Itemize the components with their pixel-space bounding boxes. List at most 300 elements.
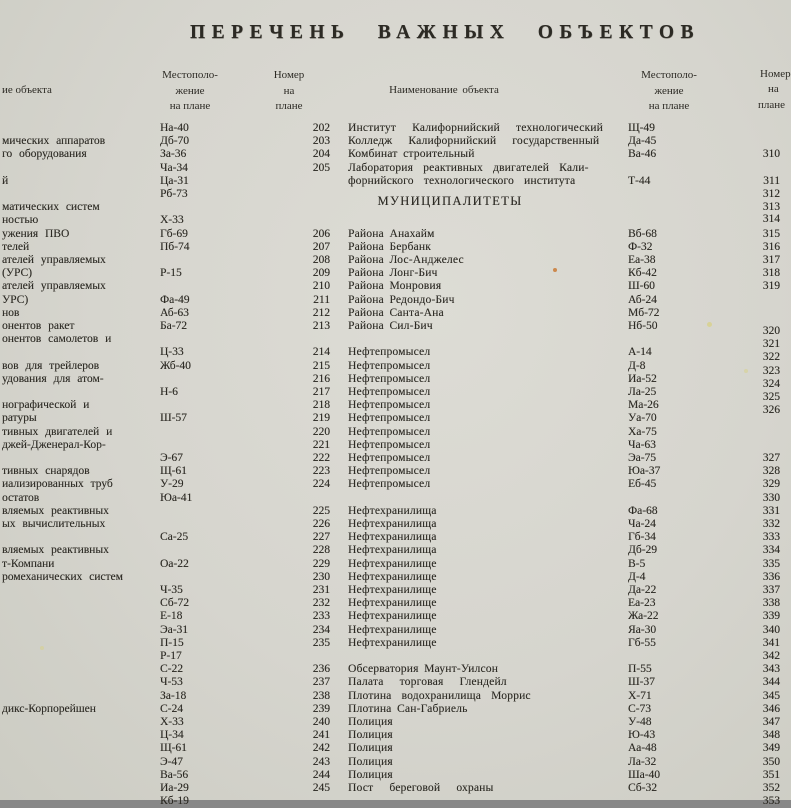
object-name: Нефтехранилище — [348, 624, 437, 636]
location-code: Е-18 — [160, 610, 183, 622]
row-number: 329 — [762, 478, 780, 490]
row-number: 212 — [312, 307, 330, 319]
header-line: жение — [175, 84, 205, 97]
header-line: Местополо- — [162, 69, 218, 81]
row-number: 225 — [312, 505, 330, 517]
header-line: плане — [758, 99, 786, 111]
object-name: Района Санта-Ана — [348, 307, 444, 319]
right-number-row — [0, 742, 791, 755]
row-number: 344 — [762, 676, 780, 688]
row-number: 347 — [762, 716, 780, 728]
object-name: Нефтехранилище — [348, 637, 437, 649]
row-number: 244 — [312, 769, 330, 781]
right-number-row — [0, 478, 791, 491]
row-number: 205 — [312, 162, 330, 174]
header-line: Местополо- — [641, 69, 697, 81]
location-code: Аа-48 — [628, 742, 657, 754]
right-number-row — [0, 452, 791, 465]
row-number: 330 — [762, 492, 780, 504]
right-number-row — [0, 213, 791, 226]
row-number: 234 — [312, 624, 330, 636]
location-code: Мб-72 — [628, 307, 660, 319]
row-number: 204 — [312, 148, 330, 160]
object-name-fragment: дикс-Корпорейшен — [2, 703, 96, 715]
row-number: 321 — [762, 338, 780, 350]
location-code: Оа-22 — [160, 558, 189, 570]
row-number: 336 — [762, 571, 780, 583]
column-header-location-left — [148, 68, 232, 115]
object-name-fragment: мических аппаратов — [2, 135, 106, 147]
row-number: 229 — [312, 558, 330, 570]
location-code: Еа-23 — [628, 597, 656, 609]
row-number: 346 — [762, 703, 780, 715]
location-code: Ла-32 — [628, 756, 657, 768]
location-code: Дб-29 — [628, 544, 658, 556]
row-number: 220 — [312, 426, 330, 438]
location-code: Ц-34 — [160, 729, 184, 741]
object-name-fragment: ужения ПВО — [2, 228, 70, 240]
row-number: 210 — [312, 280, 330, 292]
right-number-row — [0, 175, 791, 188]
location-code: Ю-43 — [628, 729, 656, 741]
row-number: 242 — [312, 742, 330, 754]
right-number-row — [0, 690, 791, 703]
row-number: 341 — [762, 637, 780, 649]
location-code: Ба-72 — [160, 320, 188, 332]
location-code: Уа-70 — [628, 412, 657, 424]
object-name-fragment: ромеханических систем — [2, 571, 123, 583]
object-name: Нефтепромысел — [348, 452, 431, 464]
object-name-fragment: остатов — [2, 492, 40, 504]
column-header-object-name: Наименование объекта — [389, 84, 499, 96]
row-number: 317 — [762, 254, 780, 266]
row-number: 311 — [763, 175, 780, 187]
location-code: Да-22 — [628, 584, 657, 596]
right-number-row — [0, 571, 791, 584]
location-code: Э-67 — [160, 452, 183, 464]
right-number-row — [0, 325, 791, 338]
row-number: 323 — [762, 365, 780, 377]
location-code: Ха-75 — [628, 426, 657, 438]
row-number: 217 — [312, 386, 330, 398]
object-name: Полиция — [348, 716, 393, 728]
object-name-fragment: иализированных труб — [2, 478, 113, 490]
location-code: Д-4 — [628, 571, 646, 583]
object-row — [0, 294, 791, 307]
column-header-location-right — [620, 68, 718, 115]
location-code: Са-25 — [160, 531, 189, 543]
right-number-row — [0, 544, 791, 557]
object-name-fragment: ателей управляемых — [2, 280, 106, 292]
row-number: 316 — [762, 241, 780, 253]
object-name: Плотина Сан-Габриель — [348, 703, 468, 715]
location-code: Рб-73 — [160, 188, 188, 200]
row-number: 236 — [312, 663, 330, 675]
scan-speck — [744, 369, 748, 373]
right-number-row — [0, 338, 791, 351]
location-code: Т-44 — [628, 175, 651, 187]
object-name-fragment: матических систем — [2, 201, 100, 213]
object-name: Обсерватория Маунт-Уилсон — [348, 663, 499, 675]
object-row — [0, 122, 791, 135]
object-name: Институт Калифорнийский технологический — [348, 122, 603, 134]
location-code: Х-33 — [160, 716, 184, 728]
object-name: Нефтепромысел — [348, 386, 431, 398]
row-number: 350 — [762, 756, 780, 768]
row-number: 338 — [762, 597, 780, 609]
page-title: ПЕРЕЧЕНЬ ВАЖНЫХ ОБЪЕКТОВ — [189, 22, 701, 43]
column-header-object-name-fragment: ие объекта — [2, 84, 52, 96]
object-name-fragment: тивных снарядов — [2, 465, 90, 477]
location-code: П-15 — [160, 637, 184, 649]
object-name: Нефтехранилище — [348, 571, 437, 583]
row-number: 328 — [762, 465, 780, 477]
scan-speck — [553, 268, 557, 272]
right-number-row — [0, 378, 791, 391]
location-code: За-36 — [160, 148, 187, 160]
right-number-row — [0, 729, 791, 742]
right-number-row — [0, 637, 791, 650]
right-number-row — [0, 465, 791, 478]
row-number: 227 — [312, 531, 330, 543]
object-name-fragment: удования для атом- — [2, 373, 104, 385]
object-name-fragment: УРС) — [2, 294, 29, 306]
right-number-row — [0, 404, 791, 417]
location-code: Да-45 — [628, 135, 657, 147]
object-name: Нефтепромысел — [348, 399, 431, 411]
right-number-row — [0, 518, 791, 531]
row-number: 351 — [762, 769, 780, 781]
location-code: Ча-24 — [628, 518, 656, 530]
location-code: Щ-61 — [160, 742, 187, 754]
location-code: Жа-22 — [628, 610, 659, 622]
location-code: Дб-70 — [160, 135, 190, 147]
object-name: Нефтехранилище — [348, 597, 437, 609]
row-number: 313 — [762, 201, 780, 213]
row-number: 228 — [312, 544, 330, 556]
row-number: 233 — [312, 610, 330, 622]
right-number-row — [0, 254, 791, 267]
row-number: 231 — [312, 584, 330, 596]
location-code: На-40 — [160, 122, 189, 134]
object-name: Района Редондо-Бич — [348, 294, 455, 306]
object-name: Комбинат строительный — [348, 148, 475, 160]
object-row — [0, 135, 791, 148]
row-number: 203 — [312, 135, 330, 147]
row-number: 322 — [762, 351, 780, 363]
location-code: Гб-34 — [628, 531, 656, 543]
right-number-row — [0, 228, 791, 241]
row-number: 319 — [762, 280, 780, 292]
location-code: Аб-63 — [160, 307, 189, 319]
location-code: У-29 — [160, 478, 184, 490]
row-number: 320 — [762, 325, 780, 337]
location-code: Ч-35 — [160, 584, 183, 596]
location-code: Еб-45 — [628, 478, 657, 490]
object-name: Колледж Калифорнийский государственный — [348, 135, 600, 147]
location-code: Х-71 — [628, 690, 652, 702]
header-line: плане — [275, 100, 303, 112]
right-number-row — [0, 769, 791, 782]
row-number: 224 — [312, 478, 330, 490]
row-number: 213 — [312, 320, 330, 332]
row-number: 245 — [312, 782, 330, 794]
location-code: Ф-32 — [628, 241, 653, 253]
object-name-fragment: тивных двигателей и — [2, 426, 113, 438]
row-number: 238 — [312, 690, 330, 702]
row-number: 325 — [762, 391, 780, 403]
object-name: Нефтехранилища — [348, 518, 437, 530]
row-number: 218 — [312, 399, 330, 411]
location-code: Ш-57 — [160, 412, 187, 424]
right-number-row — [0, 756, 791, 769]
location-code: Жб-40 — [160, 360, 191, 372]
object-name-fragment: нов — [2, 307, 20, 319]
location-code: Ч-53 — [160, 676, 183, 688]
location-code: Сб-72 — [160, 597, 189, 609]
location-code: Р-17 — [160, 650, 182, 662]
location-code: Ца-31 — [160, 175, 189, 187]
row-number: 209 — [312, 267, 330, 279]
row-number: 331 — [762, 505, 780, 517]
object-name: Полиция — [348, 729, 393, 741]
object-name-fragment: ратуры — [2, 412, 37, 424]
right-number-row — [0, 624, 791, 637]
row-number: 223 — [312, 465, 330, 477]
location-code: Кб-19 — [160, 795, 189, 807]
header-line: жение — [654, 84, 684, 97]
object-name-fragment: онентов ракет — [2, 320, 75, 332]
location-code: У-48 — [628, 716, 652, 728]
object-name: Нефтехранилище — [348, 610, 437, 622]
location-code: С-24 — [160, 703, 183, 715]
object-name: Нефтепромысел — [348, 426, 431, 438]
right-number-row — [0, 505, 791, 518]
row-number: 342 — [762, 650, 780, 662]
location-code: Щ-61 — [160, 465, 187, 477]
object-name-fragment: джей-Дженерал-Кор- — [2, 439, 106, 451]
object-name: Полиция — [348, 756, 393, 768]
object-name: Полиция — [348, 742, 393, 754]
right-number-row — [0, 492, 791, 505]
right-number-row — [0, 351, 791, 364]
object-name: Нефтехранилище — [348, 584, 437, 596]
right-number-row — [0, 597, 791, 610]
object-name: Района Лос-Анджелес — [348, 254, 464, 266]
location-code: Гб-55 — [628, 637, 656, 649]
row-number: 314 — [762, 213, 780, 225]
row-number: 214 — [312, 346, 330, 358]
location-code: Гб-69 — [160, 228, 188, 240]
location-code: Нб-50 — [628, 320, 658, 332]
header-line: на плане — [648, 100, 690, 112]
row-number: 211 — [313, 294, 330, 306]
right-number-row — [0, 716, 791, 729]
row-number: 237 — [312, 676, 330, 688]
right-number-row — [0, 148, 791, 161]
location-code: П-55 — [628, 663, 652, 675]
right-number-row — [0, 650, 791, 663]
object-name-fragment: онентов самолетов и — [2, 333, 112, 345]
location-code: Аб-24 — [628, 294, 657, 306]
object-name-fragment: вляемых реактивных — [2, 505, 109, 517]
object-name-fragment: й — [2, 175, 9, 187]
location-code: Щ-49 — [628, 122, 655, 134]
row-number: 340 — [762, 624, 780, 636]
right-number-row — [0, 663, 791, 676]
row-number: 310 — [762, 148, 780, 160]
row-number: 345 — [762, 690, 780, 702]
row-number: 326 — [762, 404, 780, 416]
object-name: Нефтехранилища — [348, 505, 437, 517]
header-line: на — [768, 83, 779, 95]
row-number: 353 — [762, 795, 780, 807]
object-name-fragment: (УРС) — [2, 267, 33, 279]
row-number: 208 — [312, 254, 330, 266]
location-code: Иа-52 — [628, 373, 657, 385]
object-name: Района Бербанк — [348, 241, 431, 253]
row-number: 230 — [312, 571, 330, 583]
object-name: форнийского технологического института — [348, 175, 576, 187]
object-name: Лаборатория реактивных двигателей Кали- — [348, 162, 589, 174]
right-number-row — [0, 558, 791, 571]
scan-speck — [40, 646, 44, 650]
row-number: 324 — [762, 378, 780, 390]
location-code: Фа-49 — [160, 294, 190, 306]
row-number: 222 — [312, 452, 330, 464]
right-number-row — [0, 391, 791, 404]
row-number: 318 — [762, 267, 780, 279]
location-code: Сб-32 — [628, 782, 657, 794]
row-number: 335 — [762, 558, 780, 570]
row-number: 327 — [762, 452, 780, 464]
object-name: Нефтепромысел — [348, 373, 431, 385]
row-number: 232 — [312, 597, 330, 609]
right-number-row — [0, 782, 791, 795]
column-header-number-middle — [266, 68, 312, 115]
object-name-fragment: вов для трейлеров — [2, 360, 100, 372]
object-name: Нефтехранилища — [348, 544, 437, 556]
location-code: Юа-37 — [628, 465, 661, 477]
object-row — [0, 426, 791, 439]
location-code: Эа-75 — [628, 452, 657, 464]
object-name-fragment: вляемых реактивных — [2, 544, 109, 556]
object-name-fragment: ателей управляемых — [2, 254, 106, 266]
location-code: Ш-37 — [628, 676, 655, 688]
location-code: Ча-63 — [628, 439, 656, 451]
object-name-fragment: нографической и — [2, 399, 90, 411]
object-row — [0, 307, 791, 320]
row-number: 348 — [762, 729, 780, 741]
header-line: Номер — [760, 68, 791, 80]
right-number-row — [0, 267, 791, 280]
right-number-row — [0, 280, 791, 293]
location-code: Э-47 — [160, 756, 183, 768]
row-number: 207 — [312, 241, 330, 253]
location-code: Эа-31 — [160, 624, 189, 636]
location-code: С-73 — [628, 703, 651, 715]
row-number: 206 — [312, 228, 330, 240]
location-code: Вб-68 — [628, 228, 657, 240]
row-number: 343 — [762, 663, 780, 675]
row-number: 332 — [762, 518, 780, 530]
row-number: 243 — [312, 756, 330, 768]
object-name-fragment: т-Компани — [2, 558, 55, 570]
right-number-row — [0, 531, 791, 544]
right-number-row — [0, 795, 791, 808]
row-number: 312 — [762, 188, 780, 200]
object-name: Района Сил-Бич — [348, 320, 433, 332]
location-code: Кб-42 — [628, 267, 657, 279]
right-number-row — [0, 241, 791, 254]
right-number-row — [0, 584, 791, 597]
location-code: Ма-26 — [628, 399, 659, 411]
section-heading: МУНИЦИПАЛИТЕТЫ — [377, 194, 523, 208]
object-name: Пост береговой охраны — [348, 782, 494, 794]
object-name-fragment: ностью — [2, 214, 39, 226]
location-code: Фа-68 — [628, 505, 658, 517]
row-number: 215 — [312, 360, 330, 372]
location-code: Н-6 — [160, 386, 178, 398]
location-code: Ц-33 — [160, 346, 184, 358]
location-code: За-18 — [160, 690, 187, 702]
row-number: 333 — [762, 531, 780, 543]
object-name: Нефтепромысел — [348, 478, 431, 490]
location-code: Ш-60 — [628, 280, 655, 292]
location-code: Еа-38 — [628, 254, 656, 266]
row-number: 241 — [312, 729, 330, 741]
location-code: Х-33 — [160, 214, 184, 226]
object-name-fragment: ых вычислительных — [2, 518, 106, 530]
object-name: Района Анахайм — [348, 228, 435, 240]
row-number: 239 — [312, 703, 330, 715]
right-number-row — [0, 703, 791, 716]
object-name: Нефтехранилища — [348, 531, 437, 543]
location-code: Иа-29 — [160, 782, 189, 794]
row-number: 315 — [762, 228, 780, 240]
row-number: 235 — [312, 637, 330, 649]
row-number: 202 — [312, 122, 330, 134]
object-name: Плотина водохранилища Моррис — [348, 690, 531, 702]
location-code: Р-15 — [160, 267, 182, 279]
location-code: С-22 — [160, 663, 183, 675]
object-name: Нефтепромысел — [348, 465, 431, 477]
object-row — [0, 162, 791, 175]
row-number: 337 — [762, 584, 780, 596]
location-code: Д-8 — [628, 360, 646, 372]
row-number: 221 — [312, 439, 330, 451]
object-name: Нефтепромысел — [348, 346, 431, 358]
object-name: Района Лонг-Бич — [348, 267, 438, 279]
location-code: Ва-46 — [628, 148, 657, 160]
object-name-fragment: телей — [2, 241, 30, 253]
location-code: Ча-34 — [160, 162, 188, 174]
header-line: на — [283, 84, 295, 97]
row-number: 226 — [312, 518, 330, 530]
header-line: на плане — [169, 100, 211, 112]
object-name: Района Монровия — [348, 280, 442, 292]
row-number: 334 — [762, 544, 780, 556]
object-name: Палата торговая Глендейл — [348, 676, 507, 688]
object-name: Полиция — [348, 769, 393, 781]
location-code: В-5 — [628, 558, 646, 570]
right-number-row — [0, 365, 791, 378]
object-name: Нефтехранилище — [348, 558, 437, 570]
row-number: 352 — [762, 782, 780, 794]
row-number: 219 — [312, 412, 330, 424]
location-code: Ла-25 — [628, 386, 657, 398]
location-code: Яа-30 — [628, 624, 657, 636]
